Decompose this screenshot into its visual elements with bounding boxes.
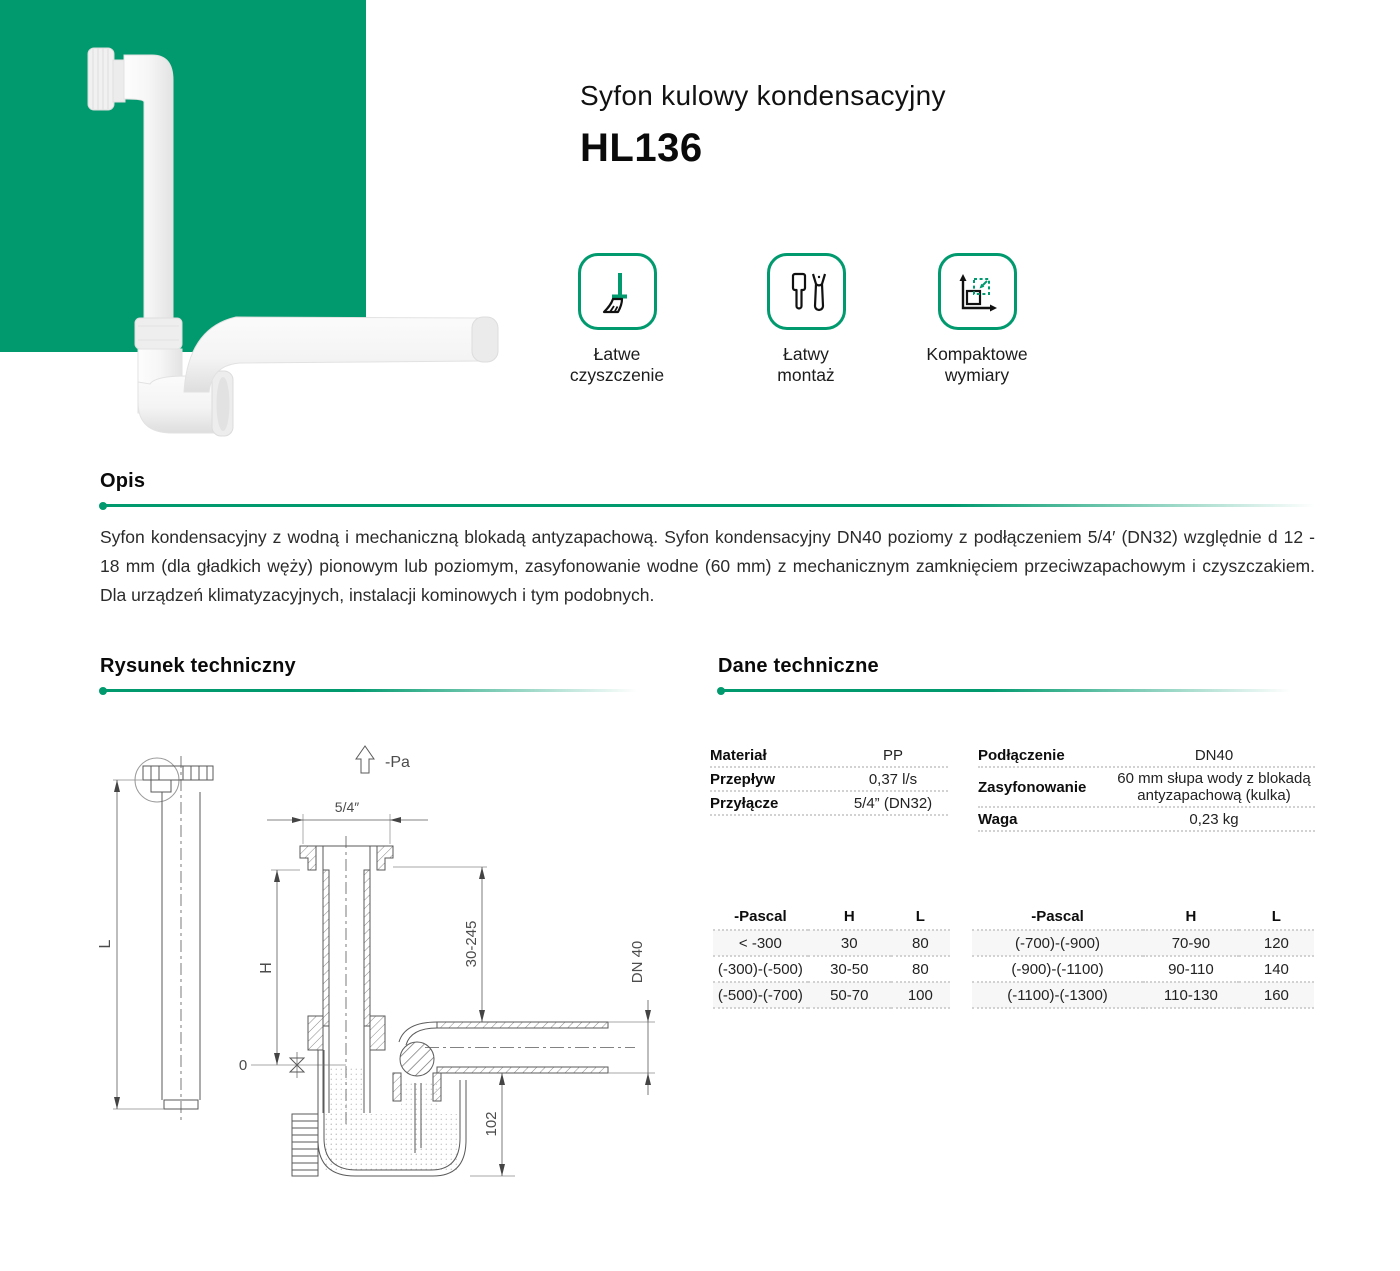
photo-vertical-pipe	[124, 55, 173, 318]
col-header-l: L	[891, 903, 950, 930]
property-value: 0,37 l/s	[868, 770, 918, 788]
page-title: Syfon kulowy kondensacyjny	[580, 80, 946, 111]
property-value: PP	[882, 746, 903, 764]
property-label: Przepływ	[710, 770, 776, 788]
cell-pascal: (-500)-(-700)	[713, 982, 808, 1008]
photo-union-nut	[135, 318, 182, 349]
pascal-table-right	[972, 903, 1314, 1009]
cell-l: 80	[891, 930, 950, 956]
cell-l: 80	[891, 956, 950, 982]
dim-label-dn40: DN 40	[629, 940, 646, 984]
feature-label: czyszczenie	[569, 365, 665, 385]
dim-label-zero: 0	[238, 1057, 248, 1074]
pascal-table-left	[713, 903, 950, 1009]
dim-label-H: H	[258, 962, 275, 974]
feature-label: Łatwe	[593, 344, 641, 364]
properties-table-left	[710, 744, 948, 816]
property-value: 5/4” (DN32)	[853, 794, 933, 812]
description-text: Syfon kondensacyjny z wodną i mechaniczną blokadą antyzapachową. Syfon kondensacyjny DN40 poziomy z podłączeniem 5/4′ (DN32) względnie d 12 - 18 mm (dla gładkich węży) pionowym lub poziomym, zasyfonowanie wodne (60 mm) z mechanicznym zamknięciem przeciwzapachowym i czyszczakiem. Dla urządzeń klimatyzacyjnych, instalacji kominowych i tym podobnych.	[100, 527, 1315, 605]
feature-label: Kompaktowe	[926, 344, 1028, 364]
dim-label-L: L	[97, 939, 114, 949]
col-header-h: H	[1143, 903, 1239, 930]
drawing-labels	[97, 754, 646, 1137]
table-row	[972, 956, 1314, 982]
cell-h: 70-90	[1143, 930, 1239, 956]
feature-label: montaż	[777, 365, 835, 385]
properties-table-right	[978, 744, 1315, 832]
col-header-h: H	[808, 903, 891, 930]
cell-h: 50-70	[808, 982, 891, 1008]
property-value: 60 mm słupa wody z blokadą antyzapachową (kulka)	[1117, 770, 1311, 804]
data-section-header	[718, 655, 1315, 692]
cell-l: 140	[1239, 956, 1314, 982]
section-underline	[100, 689, 660, 692]
table-row	[972, 982, 1314, 1008]
table-row	[972, 930, 1314, 956]
broom-icon	[593, 268, 641, 316]
col-header-pascal: -Pascal	[713, 903, 808, 930]
feature-label: Łatwy	[783, 344, 829, 364]
property-row	[710, 792, 948, 816]
description-section	[100, 470, 1315, 610]
cell-h: 90-110	[1143, 956, 1239, 982]
property-label: Materiał	[710, 746, 767, 764]
feature-compact-size	[902, 253, 1052, 386]
table-header-row	[713, 903, 950, 930]
col-header-pascal: -Pascal	[972, 903, 1143, 930]
section-underline	[718, 689, 1315, 692]
property-value: DN40	[1194, 746, 1234, 764]
property-value: 0,23 kg	[1189, 810, 1239, 828]
dim-label-pa: -Pa	[385, 754, 410, 771]
property-row	[710, 768, 948, 792]
description-heading: Opis	[100, 470, 146, 492]
cell-h: 30	[808, 930, 891, 956]
property-row	[978, 768, 1315, 808]
title-block	[580, 80, 946, 171]
dim-label-inlet: 5/4″	[334, 799, 360, 815]
feature-label: wymiary	[944, 365, 1010, 385]
feature-easy-mounting	[731, 253, 881, 386]
property-row	[710, 744, 948, 768]
dim-label-102: 102	[483, 1111, 500, 1137]
data-heading: Dane techniczne	[718, 655, 879, 677]
product-photo	[60, 40, 530, 460]
product-model: HL136	[580, 126, 703, 170]
property-row	[978, 744, 1315, 768]
cell-pascal: (-300)-(-500)	[713, 956, 808, 982]
table-row	[713, 982, 950, 1008]
dim-label-range: 30-245	[463, 920, 480, 968]
dimensions-icon	[953, 268, 1001, 316]
cell-pascal: < -300	[713, 930, 808, 956]
drawing-section-header	[100, 655, 660, 692]
cell-h: 110-130	[1143, 982, 1239, 1008]
property-row	[978, 808, 1315, 832]
tools-icon	[782, 268, 830, 316]
section-underline	[100, 504, 1315, 507]
technical-drawing	[95, 728, 665, 1188]
drawing-heading: Rysunek techniczny	[100, 655, 296, 677]
cell-l: 120	[1239, 930, 1314, 956]
table-header-row	[972, 903, 1314, 930]
property-label: Zasyfonowanie	[978, 778, 1087, 796]
drawing-section-view	[251, 746, 655, 1176]
property-label: Przyłącze	[710, 794, 779, 812]
cell-pascal: (-900)-(-1100)	[972, 956, 1143, 982]
table-row	[713, 956, 950, 982]
cell-l: 160	[1239, 982, 1314, 1008]
cell-pascal: (-1100)-(-1300)	[972, 982, 1143, 1008]
photo-cap-nut	[88, 48, 125, 110]
table-row	[713, 930, 950, 956]
feature-easy-cleaning	[542, 253, 692, 386]
cell-pascal: (-700)-(-900)	[972, 930, 1143, 956]
drawing-left-pipe-view	[113, 756, 213, 1120]
property-label: Podłączenie	[978, 746, 1065, 764]
cell-h: 30-50	[808, 956, 891, 982]
property-label: Waga	[978, 810, 1018, 828]
cell-l: 100	[891, 982, 950, 1008]
col-header-l: L	[1239, 903, 1314, 930]
